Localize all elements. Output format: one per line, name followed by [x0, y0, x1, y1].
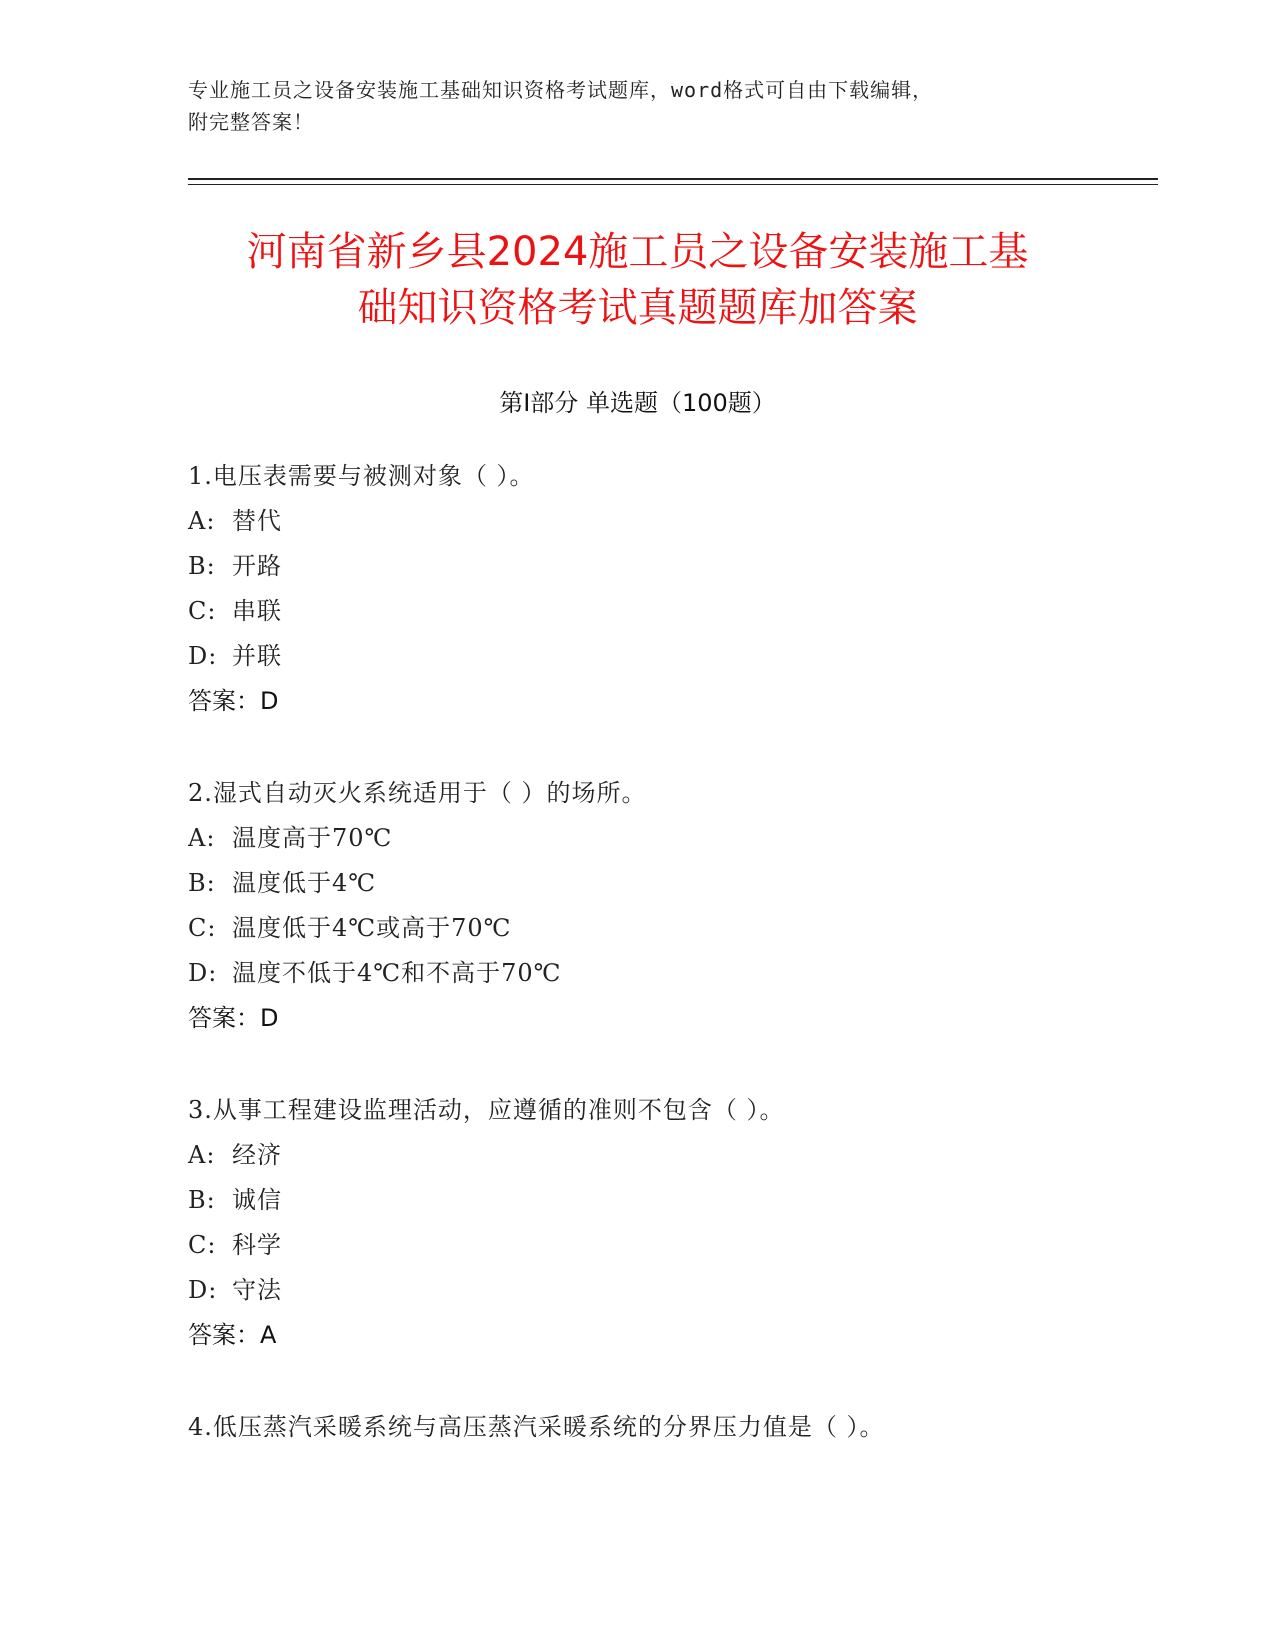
section-heading: 第Ⅰ部分 单选题（100题）	[499, 389, 776, 417]
header-note-line-1: 专业施工员之设备安装施工基础知识资格考试题库，word格式可自由下载编辑，	[188, 78, 934, 102]
option-d	[188, 951, 1138, 996]
option-text: 守法	[232, 1276, 282, 1304]
option-text: 温度低于4℃或高于70℃	[232, 914, 512, 942]
option-letter: C:	[188, 1231, 217, 1259]
option-d	[188, 634, 1138, 679]
option-b	[188, 544, 1138, 589]
option-c	[188, 589, 1138, 634]
option-text: 开路	[232, 552, 282, 580]
option-letter: B:	[188, 1186, 216, 1214]
document-title	[160, 224, 1115, 336]
option-letter: D:	[188, 959, 218, 987]
document-title-line-2: 础知识资格考试真题题库加答案	[357, 285, 918, 331]
option-c	[188, 1223, 1138, 1268]
option-d	[188, 1268, 1138, 1313]
option-a	[188, 1133, 1138, 1178]
option-letter: A:	[188, 507, 216, 535]
option-letter: D:	[188, 642, 218, 670]
option-text: 并联	[232, 642, 282, 670]
question-stem: 2.湿式自动灭火系统适用于（ ）的场所。	[188, 779, 647, 807]
document-title-line-1: 河南省新乡县2024施工员之设备安装施工基	[246, 229, 1029, 275]
option-letter: C:	[188, 597, 217, 625]
option-b	[188, 861, 1138, 906]
option-text: 串联	[232, 597, 282, 625]
option-a	[188, 499, 1138, 544]
option-letter: D:	[188, 1276, 218, 1304]
option-text: 科学	[232, 1231, 282, 1259]
option-text: 经济	[232, 1141, 282, 1169]
question-stem: 3.从事工程建设监理活动，应遵循的准则不包含（ ）。	[188, 1096, 785, 1124]
header-note	[188, 74, 1088, 138]
question-1	[188, 454, 1138, 724]
option-c	[188, 906, 1138, 951]
question-3	[188, 1088, 1138, 1358]
option-b	[188, 1178, 1138, 1223]
option-letter: C:	[188, 914, 217, 942]
answer: 答案：D	[188, 687, 279, 715]
option-text: 替代	[232, 507, 282, 535]
header-note-line-2: 附完整答案！	[188, 110, 314, 134]
option-text: 温度不低于4℃和不高于70℃	[232, 959, 562, 987]
option-letter: B:	[188, 552, 216, 580]
option-letter: B:	[188, 869, 216, 897]
question-4	[188, 1405, 1138, 1450]
option-text: 诚信	[232, 1186, 282, 1214]
option-letter: A:	[188, 824, 216, 852]
option-text: 温度低于4℃	[232, 869, 377, 897]
option-a	[188, 816, 1138, 861]
question-stem: 1.电压表需要与被测对象（ ）。	[188, 462, 535, 490]
question-stem: 4.低压蒸汽采暖系统与高压蒸汽采暖系统的分界压力值是（ ）。	[188, 1413, 885, 1441]
header-divider-thin	[188, 184, 1158, 185]
answer: 答案：A	[188, 1321, 277, 1349]
option-text: 温度高于70℃	[232, 824, 393, 852]
option-letter: A:	[188, 1141, 216, 1169]
header-divider-thick	[188, 178, 1158, 180]
question-2	[188, 771, 1138, 1041]
answer: 答案：D	[188, 1004, 279, 1032]
